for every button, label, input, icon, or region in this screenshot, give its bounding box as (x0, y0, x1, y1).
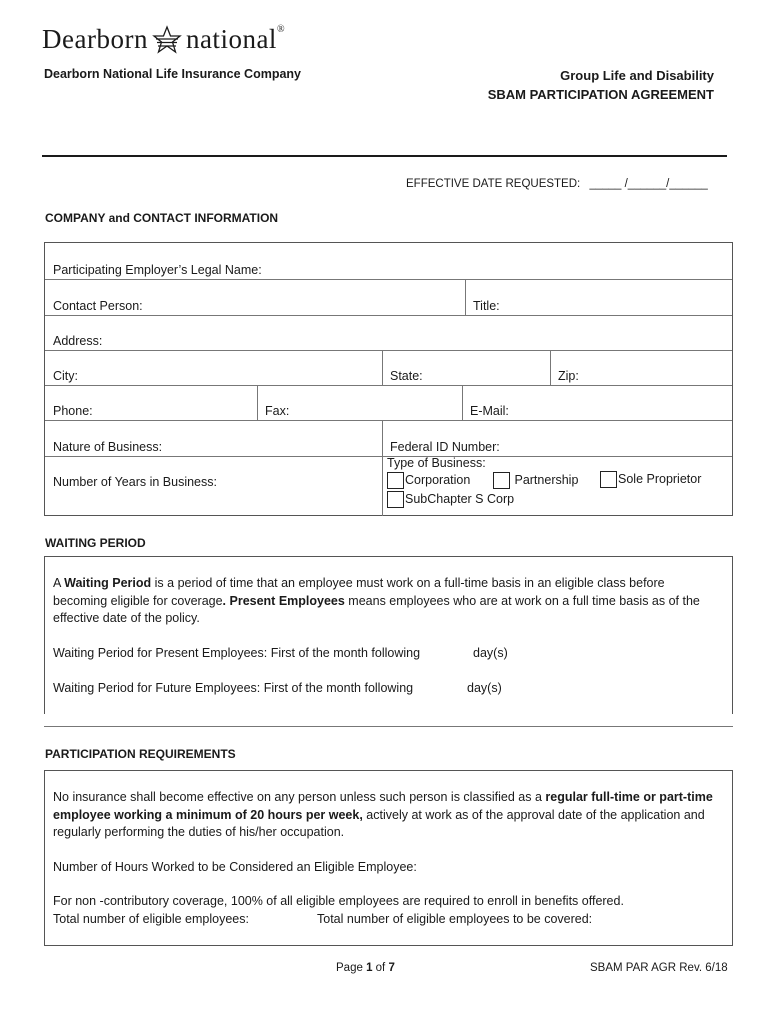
address-label: Address: (53, 334, 103, 348)
col-divider (382, 350, 383, 385)
form-id: SBAM PAR AGR Rev. 6/18 (590, 962, 728, 974)
row-divider (45, 315, 732, 316)
participation-section-title: PARTICIPATION REQUIREMENTS (45, 747, 236, 761)
waiting-period-box (44, 556, 733, 714)
page-number (336, 962, 395, 974)
company-name: Dearborn National Life Insurance Company (44, 67, 301, 81)
row-divider (45, 420, 732, 421)
type-option-partnership[interactable] (493, 472, 578, 489)
effective-date-field[interactable]: _____ /______/______ (589, 178, 708, 190)
checkbox[interactable] (387, 491, 404, 508)
option-label: Partnership (514, 472, 579, 487)
text-run: is a period of time that an employee must work on a full-time basis in an eligible class before (151, 576, 665, 590)
checkbox[interactable] (493, 472, 510, 489)
header-rule (42, 155, 727, 157)
text-run: means employees who are at work on a full time basis as of the (344, 593, 700, 608)
logo-text-right: national (185, 24, 277, 54)
type-option-sole-proprietor[interactable] (600, 471, 701, 488)
text-run-bold: employee working a minimum of 20 hours per week, (53, 807, 363, 822)
type-option-subchapter-s[interactable] (387, 491, 514, 508)
col-divider (462, 385, 463, 420)
effective-date-label: EFFECTIVE DATE REQUESTED: (406, 178, 581, 190)
text-run-bold: . Present Employees (222, 593, 345, 608)
company-info-table (44, 242, 733, 516)
section-divider (44, 726, 733, 727)
zip-label: Zip: (558, 369, 579, 383)
text-run: actively at work as of the approval date of the application and (362, 807, 705, 822)
total-covered-label: Total number of eligible employees to be covered: (317, 912, 593, 926)
checkbox[interactable] (600, 471, 617, 488)
option-label: SubChapter S Corp (405, 491, 515, 506)
current-page: 1 (366, 962, 373, 974)
text-run: Page (336, 962, 367, 974)
text-run: effective date of the policy. (53, 611, 200, 625)
future-employees-days[interactable]: day(s) (467, 681, 502, 695)
federal-id-label: Federal ID Number: (390, 440, 500, 454)
col-divider (257, 385, 258, 420)
text-run: A (53, 576, 65, 590)
email-label: E-Mail: (470, 404, 509, 418)
nature-of-business-label: Nature of Business: (53, 440, 163, 454)
contact-person-label: Contact Person: (53, 299, 143, 313)
noncontributory-text: For non -contributory coverage, 100% of all eligible employees are required to enroll in benefits offered. (53, 894, 624, 908)
future-employees-waiting-label: Waiting Period for Future Employees: First of the month following (53, 681, 414, 695)
col-divider (550, 350, 551, 385)
text-run: of (372, 962, 389, 974)
participation-definition (53, 789, 725, 842)
title-line-1: Group Life and Disability (560, 68, 714, 83)
state-label: State: (390, 369, 423, 383)
star-icon (152, 25, 182, 55)
present-employees-days[interactable]: day(s) (473, 646, 508, 660)
row-divider (45, 350, 732, 351)
checkbox[interactable] (387, 472, 404, 489)
text-run: becoming eligible for coverage (53, 593, 223, 608)
document-title (488, 66, 714, 104)
text-run-bold: regular full-time or part-time (545, 790, 713, 804)
participation-box (44, 770, 733, 946)
total-pages: 7 (388, 962, 395, 974)
logo-text-left: Dearborn (42, 24, 148, 54)
registered-mark: ® (276, 24, 286, 35)
type-option-corporation[interactable] (387, 472, 470, 489)
col-divider (465, 279, 466, 315)
fax-label: Fax: (265, 404, 290, 418)
waiting-period-section-title: WAITING PERIOD (45, 536, 146, 550)
text-run-bold: Waiting Period (64, 576, 152, 590)
total-eligible-label: Total number of eligible employees: (53, 912, 249, 926)
type-of-business-label: Type of Business: (387, 456, 486, 470)
title-label: Title: (473, 299, 500, 313)
title-line-2: SBAM PARTICIPATION AGREEMENT (487, 87, 714, 102)
company-section-title: COMPANY and CONTACT INFORMATION (45, 211, 279, 225)
logo (42, 24, 285, 55)
waiting-period-definition (53, 575, 723, 628)
present-employees-waiting-label: Waiting Period for Present Employees: First of the month following (53, 646, 421, 660)
years-in-business-label: Number of Years in Business: (53, 475, 217, 489)
row-divider (45, 279, 732, 280)
option-label: Corporation (405, 472, 471, 487)
text-run: regularly performing the duties of his/her occupation. (53, 825, 345, 839)
text-run: No insurance shall become effective on any person unless such person is classified as a (53, 790, 546, 804)
effective-date (406, 178, 708, 190)
phone-label: Phone: (53, 404, 93, 418)
legal-name-label: Participating Employer’s Legal Name: (53, 263, 262, 277)
row-divider (45, 385, 732, 386)
hours-worked-label: Number of Hours Worked to be Considered an Eligible Employee: (53, 860, 417, 874)
col-divider (382, 420, 383, 516)
city-label: City: (53, 369, 78, 383)
option-label: Sole Proprietor (618, 471, 702, 486)
